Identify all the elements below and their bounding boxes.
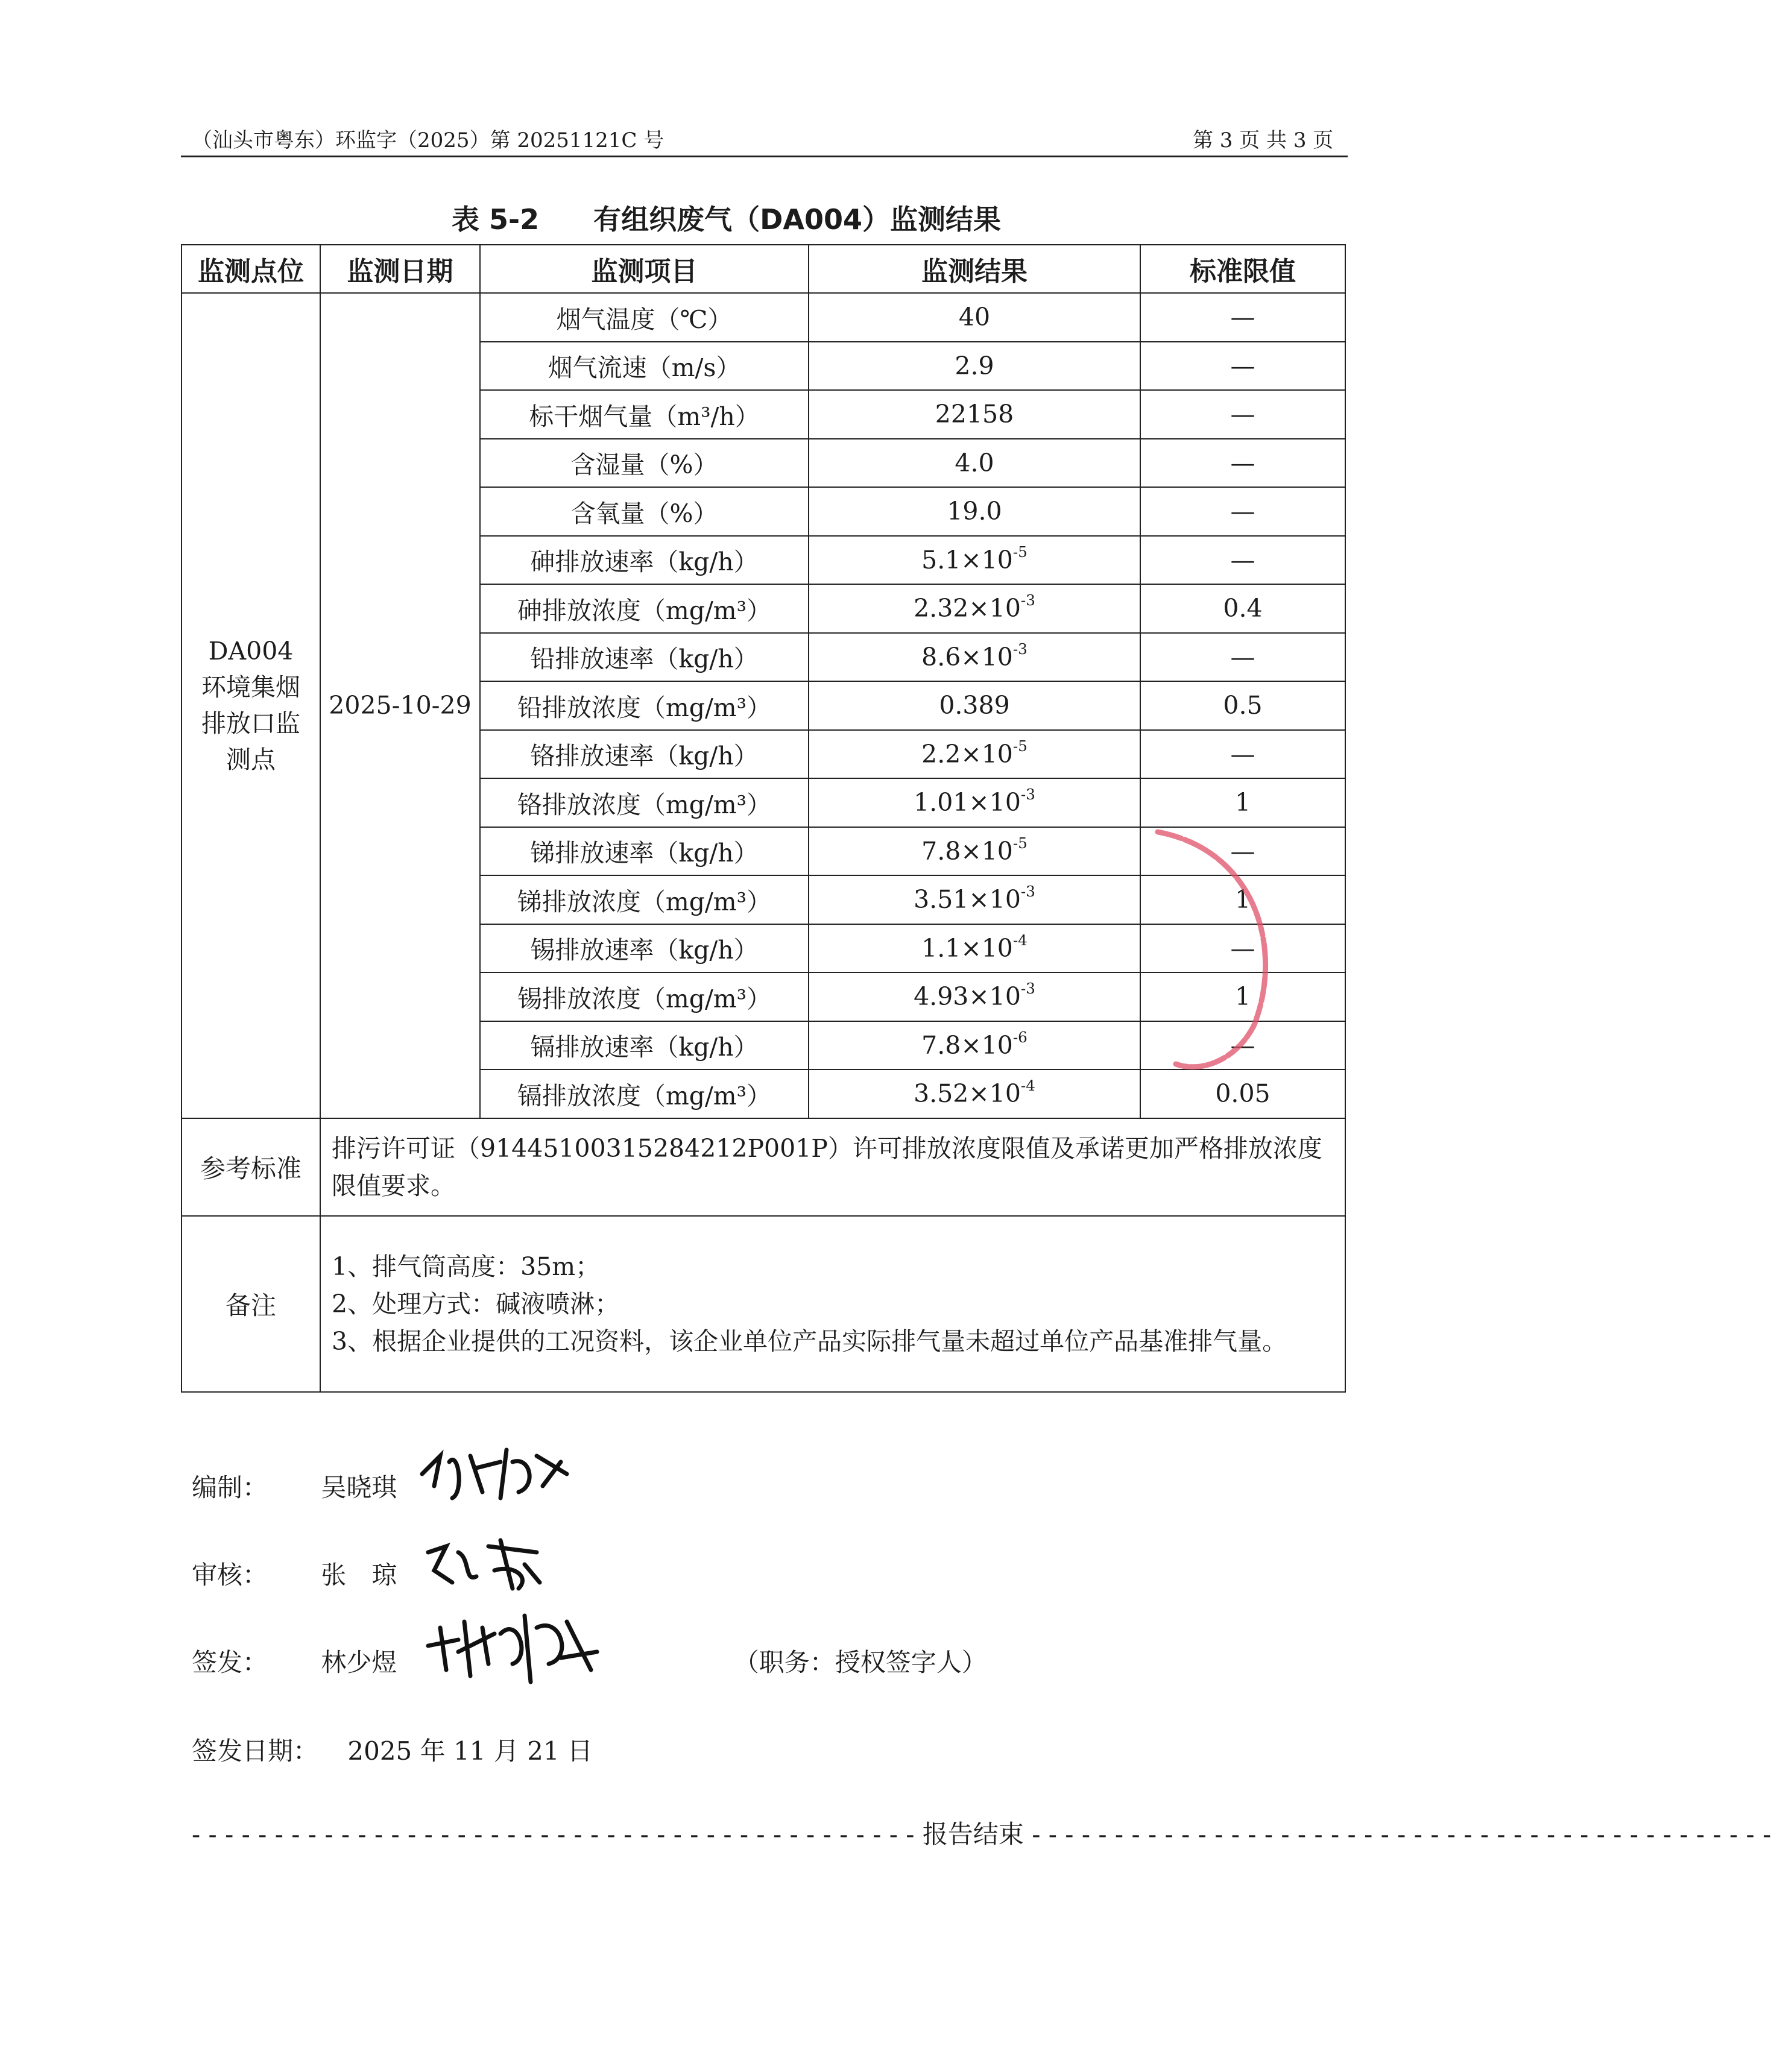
- header-item: 监测项目: [480, 245, 809, 293]
- note-line: 1、排气筒高度：35m；: [332, 1252, 601, 1281]
- monitoring-item: 砷排放速率（kg/h）: [480, 536, 809, 585]
- compiler-signature: [416, 1438, 573, 1510]
- monitoring-result: $1.01\times 10^{-3}$: [809, 778, 1140, 827]
- notes-content: [320, 1216, 1345, 1392]
- report-number: （汕头市粤东）环监字（2025）第 20251121C 号: [192, 128, 665, 153]
- issue-date-value: 2025 年 11 月 21 日: [347, 1736, 593, 1766]
- end-text: 报告结束: [922, 1819, 1024, 1849]
- monitoring-result: $3.51\times 10^{-3}$: [809, 875, 1140, 924]
- note-line: 2、处理方式：碱液喷淋；: [332, 1289, 620, 1318]
- reviewer-signature: [422, 1534, 543, 1595]
- table-title: [0, 198, 1453, 238]
- compiled-by-label: 编制：: [192, 1473, 268, 1502]
- standard-limit: —: [1140, 924, 1345, 973]
- monitoring-result: 22158: [809, 390, 1140, 439]
- monitoring-item: 含氧量（%）: [480, 487, 809, 536]
- monitoring-result: $2.2\times 10^{-5}$: [809, 730, 1140, 779]
- compiled-by-row: [192, 1468, 397, 1504]
- monitoring-site-line: DA004: [208, 637, 294, 666]
- reviewed-by-label: 审核：: [192, 1560, 268, 1590]
- monitoring-result: 40: [809, 293, 1140, 342]
- monitoring-item: 砷排放浓度（mg/m³）: [480, 584, 809, 633]
- standard-limit: —: [1140, 633, 1345, 682]
- standard-limit: —: [1140, 1021, 1345, 1070]
- end-dashes-left: - - - - - - - - - - - - - - - - - - - - - - - - - - - - - - - - - - - - - - - - - - - -: [192, 1819, 923, 1849]
- monitoring-date: 2025-10-29: [320, 293, 480, 1118]
- monitoring-item: 锡排放速率（kg/h）: [480, 924, 809, 973]
- monitoring-result: $4.93\times 10^{-3}$: [809, 972, 1140, 1021]
- inspection-stamp: [1134, 826, 1290, 1079]
- monitoring-item: 镉排放浓度（mg/m³）: [480, 1069, 809, 1118]
- reference-standard-row: [182, 1118, 1345, 1216]
- reference-standard-label: 参考标准: [182, 1118, 320, 1216]
- standard-limit: 0.5: [1140, 681, 1345, 730]
- monitoring-site: [182, 293, 320, 1118]
- reference-standard-text: 排污许可证（91445100315284212P001P）许可排放浓度限值及承诺更加严格排放浓度限值要求。: [320, 1118, 1345, 1216]
- end-dashes-right: - - - - - - - - - - - - - - - - - - - - - - - - - - - - - - - - - - - - - - - - - - - - -: [1023, 1819, 1771, 1849]
- standard-limit: —: [1140, 439, 1345, 488]
- issued-by-label: 签发：: [192, 1648, 268, 1677]
- monitoring-item: 标干烟气量（m³/h）: [480, 390, 809, 439]
- notes-row: [182, 1216, 1345, 1392]
- table-header-row: [182, 245, 1345, 293]
- header-date: 监测日期: [320, 245, 480, 293]
- monitoring-results-table: [181, 244, 1346, 1393]
- monitoring-item: 锑排放速率（kg/h）: [480, 827, 809, 876]
- monitoring-item: 铅排放速率（kg/h）: [480, 633, 809, 682]
- monitoring-item: 镉排放速率（kg/h）: [480, 1021, 809, 1070]
- monitoring-item: 铬排放速率（kg/h）: [480, 730, 809, 779]
- issuer-signature: [422, 1604, 603, 1688]
- header-limit: 标准限值: [1140, 245, 1345, 293]
- monitoring-result: $7.8\times 10^{-5}$: [809, 827, 1140, 876]
- standard-limit: —: [1140, 536, 1345, 585]
- standard-limit: —: [1140, 827, 1345, 876]
- notes-label: 备注: [182, 1216, 320, 1392]
- standard-limit: 1: [1140, 972, 1345, 1021]
- compiled-by-name: 吴晓琪: [321, 1473, 397, 1502]
- report-end-line: [192, 1815, 1771, 1851]
- standard-limit: 0.4: [1140, 584, 1345, 633]
- issuer-role: （职务：授权签字人）: [733, 1648, 987, 1677]
- monitoring-result: $7.8\times 10^{-6}$: [809, 1021, 1140, 1070]
- monitoring-result: $3.52\times 10^{-4}$: [809, 1069, 1140, 1118]
- monitoring-result: 4.0: [809, 439, 1140, 488]
- standard-limit: —: [1140, 293, 1345, 342]
- monitoring-site-line: 环境集烟: [201, 673, 300, 702]
- table-row: [182, 293, 1345, 342]
- monitoring-site-line: 测点: [226, 745, 276, 775]
- monitoring-result: $1.1\times 10^{-4}$: [809, 924, 1140, 973]
- issue-date-label: 签发日期：: [192, 1736, 319, 1766]
- standard-limit: —: [1140, 390, 1345, 439]
- monitoring-result: $5.1\times 10^{-5}$: [809, 536, 1140, 585]
- monitoring-site-line: 排放口监: [201, 709, 300, 738]
- monitoring-item: 铅排放浓度（mg/m³）: [480, 681, 809, 730]
- header-site: 监测点位: [182, 245, 320, 293]
- issue-date-row: [192, 1731, 593, 1768]
- standard-limit: —: [1140, 730, 1345, 779]
- monitoring-item: 锡排放浓度（mg/m³）: [480, 972, 809, 1021]
- header-divider: [181, 156, 1348, 157]
- monitoring-result: 0.389: [809, 681, 1140, 730]
- standard-limit: 1: [1140, 778, 1345, 827]
- table-title-text: 有组织废气（DA004）监测结果: [593, 203, 1001, 236]
- header-result: 监测结果: [809, 245, 1140, 293]
- reviewed-by-row: [192, 1555, 397, 1592]
- monitoring-item: 烟气流速（m/s）: [480, 342, 809, 391]
- monitoring-item: 含湿量（%）: [480, 439, 809, 488]
- note-line: 3、根据企业提供的工况资料，该企业单位产品实际排气量未超过单位产品基准排气量。: [332, 1326, 1287, 1356]
- reviewed-by-name: 张 琼: [321, 1560, 397, 1590]
- standard-limit: 1: [1140, 875, 1345, 924]
- monitoring-item: 锑排放浓度（mg/m³）: [480, 875, 809, 924]
- monitoring-result: $8.6\times 10^{-3}$: [809, 633, 1140, 682]
- page-indicator: 第 3 页 共 3 页: [1193, 128, 1334, 153]
- monitoring-item: 铬排放浓度（mg/m³）: [480, 778, 809, 827]
- monitoring-item: 烟气温度（℃）: [480, 293, 809, 342]
- monitoring-result: 19.0: [809, 487, 1140, 536]
- monitoring-result: 2.9: [809, 342, 1140, 391]
- table-number: 表 5-2: [452, 203, 540, 236]
- standard-limit: 0.05: [1140, 1069, 1345, 1118]
- standard-limit: —: [1140, 487, 1345, 536]
- standard-limit: —: [1140, 342, 1345, 391]
- issued-by-name: 林少煜: [321, 1648, 397, 1677]
- monitoring-result: $2.32\times 10^{-3}$: [809, 584, 1140, 633]
